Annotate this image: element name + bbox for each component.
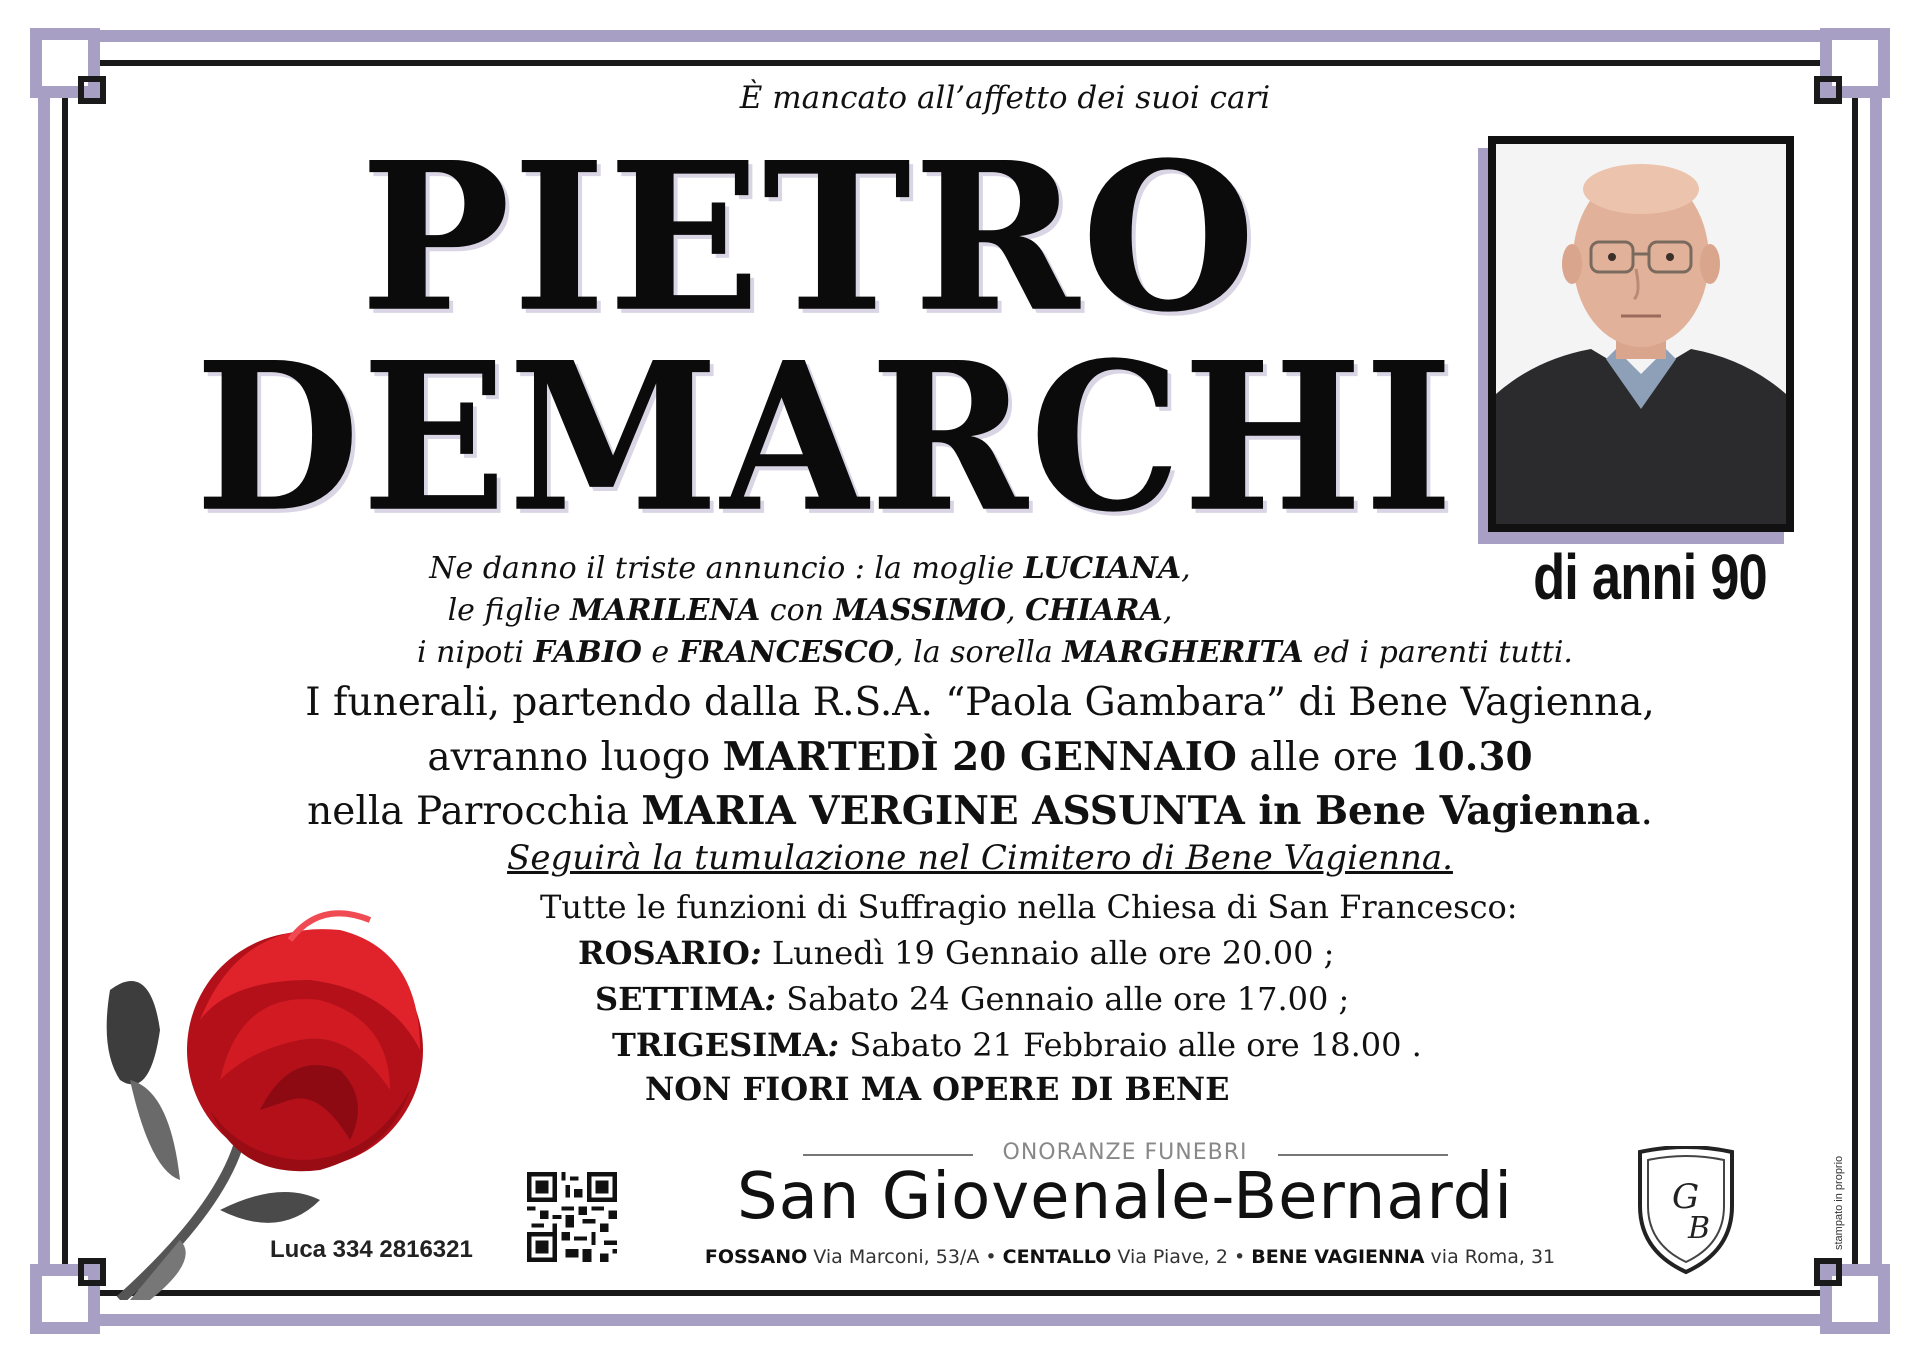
announcement-text: le figlie [447,593,571,628]
relative-name: MARILENA [570,593,761,628]
age-label: di anni 90 [1533,541,1767,613]
address-street: Via Piave, 2 [1111,1246,1228,1268]
relative-name: MASSIMO [833,593,1007,628]
funeral-line-3 [200,784,1760,839]
funeral-text: alle ore [1236,735,1411,780]
burial-note: Seguirà la tumulazione nel Cimitero di Bene Vagienna. [507,838,1453,878]
last-name: DEMARCHI [195,318,1456,558]
funeral-home-addresses [600,1246,1660,1268]
service-text: Lunedì 19 Gennaio alle ore 20.00 ; [761,934,1335,972]
address-city: FOSSANO [704,1246,808,1268]
address-street: Via Marconi, 53/A [807,1246,980,1268]
funeral-text: avranno luogo [427,735,723,780]
funeral-home-label: ONORANZE FUNEBRI [1002,1140,1248,1165]
church-name: MARIA VERGINE ASSUNTA in Bene Vagienna [641,788,1641,834]
intro-text: È mancato all’affetto dei suoi cari [739,80,1271,116]
service-trigesima: TRIGESIMA: Sabato 21 Febbraio alle ore 18.00 . [612,1026,1422,1064]
service-text: Sabato 21 Febbraio alle ore 18.00 . [839,1026,1422,1064]
service-label: ROSARIO [578,934,750,972]
announcement-text: i nipoti [417,635,534,670]
announcement-line-2 [0,590,1620,632]
contact-phone: Luca 334 2816321 [270,1236,473,1263]
relative-name: CHIARA [1025,593,1163,628]
punctuation: , [1162,593,1173,628]
funeral-time: 10.30 [1410,734,1533,780]
punctuation: , [1181,551,1191,586]
relative-name: MARGHERITA [1062,635,1304,670]
no-flowers-note: NON FIORI MA OPERE DI BENE [645,1070,1230,1108]
announcement-line-3 [0,632,1920,674]
announcement-text: e [641,635,679,670]
service-rosario: ROSARIO: Lunedì 19 Gennaio alle ore 20.00 ; [578,934,1335,972]
funeral-date: MARTEDÌ 20 GENNAIO [722,734,1237,780]
funeral-line-2 [200,730,1760,785]
announcement-text: , la sorella [894,635,1063,670]
address-street: via Roma, 31 [1424,1246,1556,1268]
portrait-photo [1488,136,1794,532]
announcement-text: ed i parenti tutti. [1303,635,1573,670]
bullet-separator: • [1234,1246,1252,1268]
address-city: BENE VAGIENNA [1251,1246,1425,1268]
relative-name: FABIO [533,635,642,670]
corner-ornament [1820,1264,1890,1334]
announcement-text: Ne danno il triste annuncio : la moglie [429,551,1024,586]
service-label: TRIGESIMA [612,1026,828,1064]
service-label: SETTIMA [595,980,765,1018]
funeral-text: nella Parrocchia [307,789,642,834]
punctuation: , [1006,593,1026,628]
announcement-line-1 [0,548,1620,590]
funeral-home-name: San Giovenale-Bernardi [736,1160,1514,1234]
funeral-line-1: I funerali, partendo dalla R.S.A. “Paola Gambara” di Bene Vagienna, [305,680,1655,725]
crest-icon [1634,1146,1738,1280]
relative-name: FRANCESCO [678,635,895,670]
printed-note: stampato in proprio [1833,1155,1845,1250]
service-text: Sabato 24 Gennaio alle ore 17.00 ; [776,980,1350,1018]
crest-initial-b: B [1688,1211,1711,1246]
relative-name: LUCIANA [1023,551,1182,586]
address-city: CENTALLO [1002,1246,1112,1268]
announcement-text: con [760,593,834,628]
punctuation: . [1640,789,1653,834]
portrait-illustration [1496,144,1786,524]
suffrage-intro: Tutte le funzioni di Suffragio nella Chiesa di San Francesco: [540,888,1518,926]
first-name: PIETRO [360,118,1258,358]
service-settima: SETTIMA: Sabato 24 Gennaio alle ore 17.00 ; [595,980,1350,1018]
bullet-separator: • [985,1246,1003,1268]
crest-initial-g: G [1672,1177,1700,1217]
